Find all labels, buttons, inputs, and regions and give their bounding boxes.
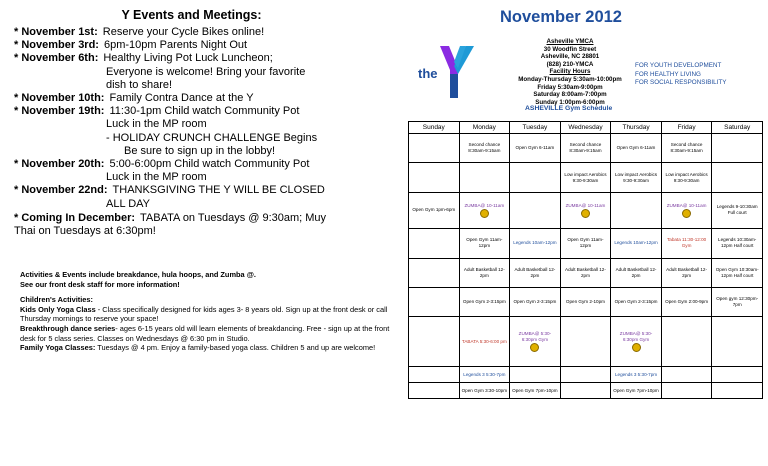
table-row [409, 287, 763, 316]
yoga-label: Kids Only Yoga Class [20, 304, 96, 314]
event-text: 11:30-1pm Child watch Community Pot [109, 105, 300, 118]
table-row [409, 367, 763, 383]
schedule-cell [661, 317, 712, 367]
schedule-cell: Open gym 12:30pm-7pm [712, 287, 763, 316]
schedule-cell: Open Gym 1pm-6pm [409, 192, 460, 228]
event-nov-20 [14, 158, 399, 184]
event-text: 6pm-10pm Parents Night Out [103, 39, 248, 52]
schedule-cell: Second chance 8:30am-9:15am [560, 134, 611, 163]
event-text: TABATA on Tuesdays @ 9:30am; Muy [140, 211, 327, 224]
ymca-logo [418, 44, 478, 102]
schedule-cell [712, 317, 763, 367]
cell-text: ZUMBA@ 5:30-6:30pm Gym [518, 331, 552, 343]
schedule-cell [712, 163, 763, 192]
mission-line: FOR HEALTHY LIVING [635, 70, 701, 78]
event-text: 5:00-6:00pm Child watch Community Pot [109, 158, 310, 171]
schedule-cell: Open Gym 3:30-10pm [459, 383, 510, 399]
schedule-cell: Open Gym 6-11am [510, 134, 561, 163]
smiley-icon [581, 209, 590, 218]
day-header: Sunday [409, 122, 460, 134]
schedule-cell [409, 163, 460, 192]
events-panel [14, 6, 399, 238]
schedule-cell [712, 134, 763, 163]
event-text-cont: dish to share! [106, 78, 173, 91]
smiley-icon [632, 343, 641, 352]
yoga-text: - Class specifically designed for kids ages 3- 8 years old. Sign up at the front desk or call Thursday mornings to reserve your space! [20, 304, 388, 324]
schedule-cell: Open Gym 10:30am-12pm Half court [712, 258, 763, 287]
cell-text: ZUMBA@ 10-11am [666, 202, 707, 208]
hours-heading: Facility Hours [549, 68, 591, 76]
schedule-cell [712, 367, 763, 383]
schedule-cell [510, 192, 561, 228]
mission-statement [635, 62, 726, 88]
mission-line: FOR YOUTH DEVELOPMENT [635, 62, 722, 69]
table-row [409, 134, 763, 163]
schedule-cell: Legends 3 5:30-7pm [459, 367, 510, 383]
schedule-cell: Adult Basketball 12-2pm [459, 258, 510, 287]
schedule-cell: Adult Basketball 12-2pm [611, 258, 662, 287]
day-header: Saturday [712, 122, 763, 134]
schedule-cell [560, 192, 611, 228]
hours-line: Saturday 8:00am-7:00pm [533, 91, 607, 99]
event-date: * November 22nd: [14, 184, 108, 197]
table-row [409, 258, 763, 287]
schedule-cell: Adult Basketball 12-2pm [510, 258, 561, 287]
schedule-cell [712, 383, 763, 399]
schedule-cell [459, 192, 510, 228]
event-text-cont: Be sure to sign up in the lobby! [124, 144, 276, 157]
schedule-cell: Legends 10am-12pm [611, 229, 662, 258]
activities-section [20, 270, 400, 353]
family-yoga-paragraph [20, 343, 400, 353]
schedule-cell: Legends 3 5:30-7pm [611, 367, 662, 383]
schedule-cell: Legends 9-10:30am Full court [712, 192, 763, 228]
schedule-cell: Open Gym 11am-12pm [560, 229, 611, 258]
event-date: * November 20th: [14, 158, 105, 171]
event-december [14, 212, 399, 238]
event-date: * November 1st: [14, 26, 98, 38]
day-header: Tuesday [510, 122, 561, 134]
hours-line: Sunday 1:00pm-6:00pm [535, 98, 605, 106]
mission-line: FOR SOCIAL RESPONSIBILITY [635, 79, 727, 87]
schedule-cell [510, 163, 561, 192]
day-header: Wednesday [560, 122, 611, 134]
schedule-cell [560, 317, 611, 367]
event-date: * November 19th: [14, 105, 105, 118]
phone: (828) 210-YMCA [546, 60, 594, 68]
schedule-cell: Open Gym 2-3:15pm [611, 287, 662, 316]
schedule-cell: Second chance 8:30am-9:15am [459, 134, 510, 163]
schedule-cell [611, 192, 662, 228]
schedule-cell [409, 258, 460, 287]
event-date: * November 10th: [14, 92, 105, 105]
table-row [409, 383, 763, 399]
event-nov-3 [14, 39, 399, 52]
table-row [409, 163, 763, 192]
cell-text: ZUMBA@ 10-11am [464, 202, 505, 208]
day-header: Friday [661, 122, 712, 134]
schedule-cell: Open Gym 7pm-10pm [611, 383, 662, 399]
schedule-cell: Open Gym 2-10pm [560, 287, 611, 316]
event-text: THANKSGIVING THE Y WILL BE CLOSED [112, 184, 325, 197]
schedule-cell [409, 317, 460, 367]
hours-line: Friday 5:30am-9:00pm [537, 83, 603, 91]
events-title: Y Events and Meetings: [121, 8, 262, 22]
smiley-icon [530, 343, 539, 352]
schedule-cell: Open Gym 11am-12pm [459, 229, 510, 258]
city: Asheville, NC 28801 [540, 53, 600, 61]
schedule-cell [661, 192, 712, 228]
schedule-cell [409, 134, 460, 163]
street: 30 Woodfin Street [543, 45, 597, 53]
schedule-cell [560, 383, 611, 399]
branch-name: Asheville YMCA [546, 38, 594, 45]
month-title: November 2012 [500, 8, 622, 26]
childrens-heading: Children's Activities: [20, 295, 93, 305]
breakthrough-paragraph [20, 324, 400, 343]
schedule-cell [409, 367, 460, 383]
event-text-cont: - HOLIDAY CRUNCH CHALLENGE Begins [106, 131, 318, 144]
schedule-cell [409, 229, 460, 258]
event-text-cont: ALL DAY [106, 197, 151, 210]
breakthrough-label: Breakthrough dance series [20, 323, 116, 333]
breakthrough-text: - ages 6-15 years old will learn elements of breakdancing. Free - sign up at the front desk for 5 class series. Classes on Wednesdays @ 6:30 pm in Studio. [20, 323, 390, 343]
schedule-cell: Second chance 8:30am-9:15am [661, 134, 712, 163]
schedule-cell [510, 317, 561, 367]
cell-text: ZUMBA@ 5:30-6:30pm Gym [619, 331, 653, 343]
event-nov-19 [14, 105, 399, 158]
event-date: * Coming In December: [14, 211, 136, 224]
table-header-row [409, 122, 763, 134]
address-block [500, 38, 640, 106]
table-row [409, 192, 763, 228]
schedule-cell: Low impact Aerobics 9:30-9:30am [611, 163, 662, 192]
day-header: Thursday [611, 122, 662, 134]
family-yoga-label: Family Yoga Classes: [20, 343, 96, 353]
calendar-panel [400, 0, 768, 466]
schedule-cell [459, 163, 510, 192]
event-text: Family Contra Dance at the Y [109, 92, 254, 105]
schedule-cell [661, 367, 712, 383]
smiley-icon [480, 209, 489, 218]
event-nov-10 [14, 92, 399, 105]
activities-line: See our front desk staff for more information! [20, 279, 180, 289]
schedule-cell [611, 317, 662, 367]
y-logo-icon [418, 44, 478, 102]
event-date: * November 3rd: [14, 39, 99, 52]
schedule-cell: Open Gym 2-3:15pm [459, 287, 510, 316]
event-text: Healthy Living Pot Luck Luncheon; [103, 52, 273, 65]
event-text-cont: Everyone is welcome! Bring your favorite [106, 65, 306, 78]
event-text-cont: Thai on Tuesdays at 6:30pm! [14, 225, 156, 238]
schedule-cell: Low impact Aerobics 9:30-9:30am [661, 163, 712, 192]
event-nov-6 [14, 52, 399, 92]
schedule-cell [510, 367, 561, 383]
event-text-cont: Luck in the MP room [106, 118, 207, 131]
schedule-cell: Tabata 11:30-12:00 Gym [661, 229, 712, 258]
event-text-cont: Luck in the MP room [106, 171, 207, 184]
schedule-cell [661, 383, 712, 399]
cell-text: ZUMBA@ 10-11am [565, 202, 606, 208]
schedule-cell [409, 287, 460, 316]
hours-line: Monday-Thursday 5:30am-10:00pm [518, 75, 622, 83]
schedule-cell: Open Gym 2-3:15pm [510, 287, 561, 316]
schedule-cell: Legends 10am-12pm [510, 229, 561, 258]
table-row [409, 229, 763, 258]
event-date: * November 6th: [14, 52, 99, 65]
yoga-paragraph [20, 305, 400, 324]
schedule-cell: Open Gym 7pm-10pm [510, 383, 561, 399]
logo-text: the [418, 66, 438, 81]
day-header: Monday [459, 122, 510, 134]
schedule-cell: TABATA 5:30-6:00 pm [459, 317, 510, 367]
schedule-cell: Open Gym 2:00-9pm [661, 287, 712, 316]
event-nov-22 [14, 184, 399, 210]
schedule-cell: Adult Basketball 12-2pm [560, 258, 611, 287]
activities-line: Activities & Events include breakdance, hula hoops, and Zumba @. [20, 270, 256, 279]
gym-schedule-table [408, 121, 763, 399]
event-nov-1 [14, 26, 399, 39]
smiley-icon [682, 209, 691, 218]
schedule-cell: Adult Basketball 12-2pm [661, 258, 712, 287]
table-row [409, 317, 763, 367]
schedule-title: ASHEVILLE Gym Schedule [525, 105, 613, 112]
schedule-cell: Open Gym 6-11am [611, 134, 662, 163]
family-yoga-text: Tuesdays @ 4 pm. Enjoy a family-based yoga class. Children 5 and up are welcome! [95, 343, 376, 353]
event-text: Reserve your Cycle Bikes online! [102, 26, 265, 38]
schedule-cell [409, 383, 460, 399]
schedule-cell: Legends 10:30am-12pm Half court [712, 229, 763, 258]
schedule-cell: Low impact Aerobics 9:30-9:30am [560, 163, 611, 192]
schedule-cell [560, 367, 611, 383]
